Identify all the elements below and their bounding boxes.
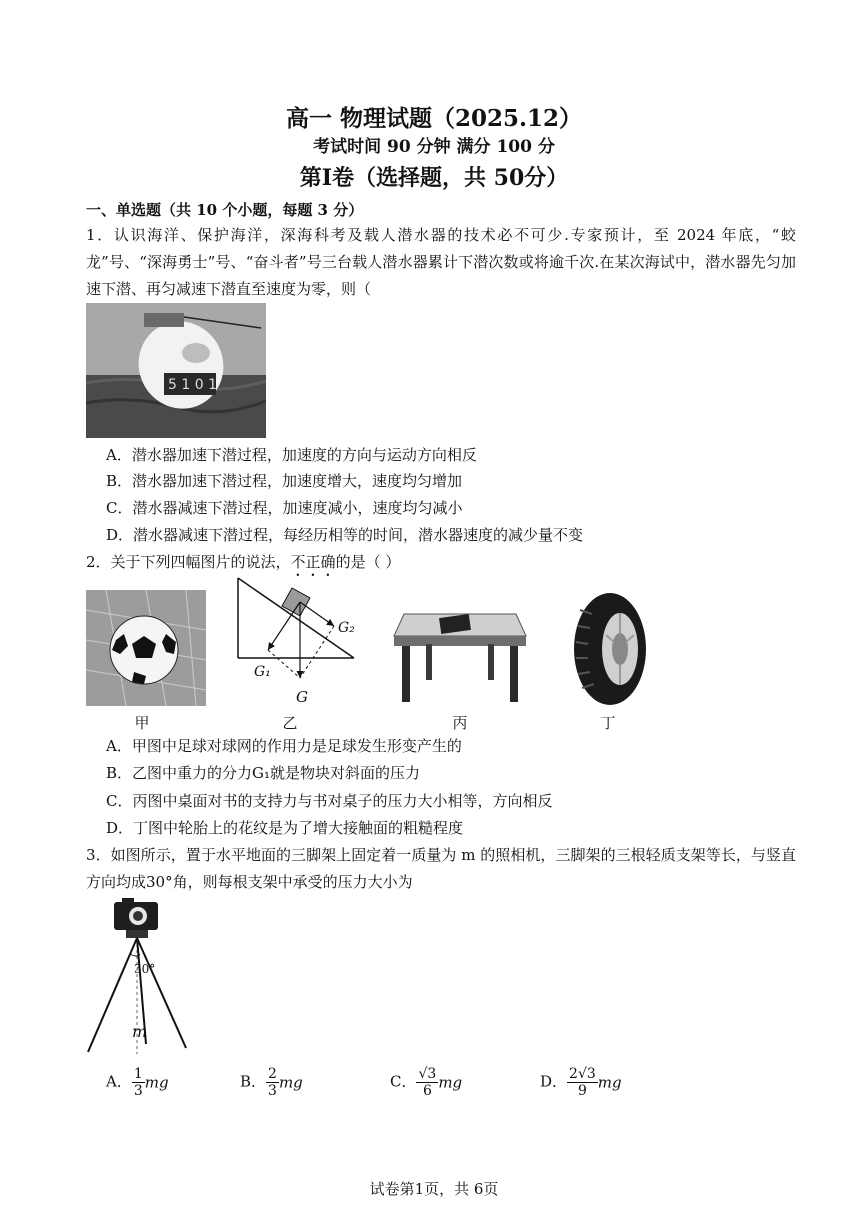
svg-text:5 1 0 1: 5 1 0 1	[168, 377, 217, 393]
label-g2: G₂	[338, 620, 355, 636]
label-g1: G₁	[254, 664, 271, 680]
page-footer: 试卷第1页，共 6页	[369, 1180, 499, 1198]
question-3-stem: 3．如图所示，置于水平地面的三脚架上固定着一质量为 m 的照相机，三脚架的三根轻质支架等长，与竖直方向均成30°角，则每根支架中承受的压力大小为	[86, 846, 796, 891]
exam-subtitle: 考试时间 90 分钟 满分 100 分	[313, 137, 555, 157]
q3-option-c-label: C．	[390, 1072, 417, 1091]
tripod-figure	[82, 896, 192, 1056]
q3-option-b: B． $\frac{2}{3}$ mg	[240, 1066, 303, 1099]
tyre-icon	[570, 590, 650, 708]
mass-label: m	[132, 1022, 148, 1041]
label-g: G	[296, 688, 308, 706]
q3-option-c: C． $\frac{√3}{6}$ mg	[390, 1066, 463, 1099]
q2-option-d: D．丁图中轮胎上的花纹是为了增大接触面的粗糙程度	[106, 819, 464, 837]
table-photo	[390, 604, 530, 704]
submersible-icon	[86, 303, 266, 438]
incline-diagram	[230, 574, 360, 709]
caption-bing: 丙	[452, 714, 468, 732]
volume-title: 第I卷（选择题，共 50分）	[299, 165, 569, 191]
football-icon	[86, 590, 206, 706]
q2-stem-b: 的是（ ）	[335, 553, 401, 571]
q3-option-a-fraction: $\frac{1}{3}$	[133, 1066, 143, 1099]
tyre-photo	[570, 590, 650, 708]
q2-stem-emphasis: 不正确	[290, 553, 336, 571]
q3-option-c-fraction: $\frac{√3}{6}$	[418, 1066, 437, 1099]
exam-title: 高一 物理试题（2025.12）	[285, 105, 583, 132]
q1-option-c: C．潜水器减速下潜过程，加速度减小，速度均匀减小	[106, 499, 463, 517]
q3-option-a: A． $\frac{1}{3}$ mg	[106, 1066, 169, 1099]
q2-option-b: B．乙图中重力的分力G₁就是物块对斜面的压力	[106, 764, 421, 782]
q3-option-d: D． $\frac{2√3}{9}$ mg	[540, 1066, 622, 1099]
q2-stem-a: 2．关于下列四幅图片的说法，	[86, 553, 291, 571]
q2-option-c: C．丙图中桌面对书的支持力与书对桌子的压力大小相等，方向相反	[106, 792, 553, 810]
incline-force-icon	[230, 574, 360, 709]
angle-label: 30°	[134, 962, 156, 976]
section-heading: 一、单选题（共 10 个小题，每题 3 分）	[86, 201, 364, 219]
caption-ding: 丁	[600, 714, 616, 732]
q3-option-d-label: D．	[540, 1072, 568, 1091]
q3-option-b-fraction: $\frac{2}{3}$	[268, 1066, 277, 1099]
q3-option-a-label: A．	[106, 1072, 132, 1091]
q1-option-b: B．潜水器加速下潜过程，加速度增大，速度均匀增加	[106, 472, 463, 490]
caption-jia: 甲	[134, 714, 150, 732]
submersible-photo	[86, 303, 266, 438]
q1-option-a: A．潜水器加速下潜过程，加速度的方向与运动方向相反	[106, 446, 477, 464]
q3-option-b-label: B．	[240, 1072, 267, 1091]
question-1-stem: 1．认识海洋、保护海洋，深海科考及载人潜水器的技术必不可少.专家预计，至 2024 年底，“蛟龙”号、“深海勇士”号、“奋斗者”号三台载人潜水器累计下潜次数或将逾千次.在某次海试中，潜水器先匀加速下潜、再匀减速下潜直至速度为零，则（	[86, 226, 796, 298]
q2-option-a: A．甲图中足球对球网的作用力是足球发生形变产生的	[106, 737, 462, 755]
table-icon	[390, 604, 530, 704]
question-2-stem	[86, 549, 796, 580]
q3-option-d-fraction: $\frac{2√3}{9}$	[569, 1066, 596, 1099]
football-photo	[86, 590, 206, 706]
caption-yi: 乙	[282, 714, 298, 732]
q1-option-d: D．潜水器减速下潜过程，每经历相等的时间，潜水器速度的减少量不变	[106, 526, 584, 544]
